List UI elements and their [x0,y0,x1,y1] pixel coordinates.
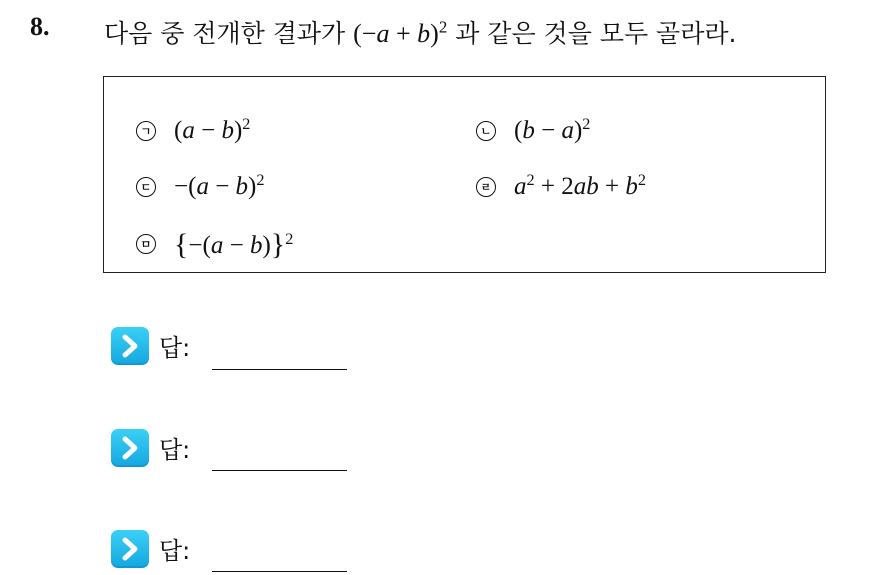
choice-expression-4: $a^2 + 2ab + b^2$ [514,171,646,200]
chevron-right-icon [111,327,149,365]
choice-1 [136,117,250,145]
choice-expression-5: $\{-(a - b)\}^2$ [174,228,294,261]
choice-expression-1: $(a - b)^2$ [174,115,251,144]
choice-2 [476,117,590,145]
answer-row-3 [111,530,190,568]
answer-blank-1[interactable] [212,369,347,370]
choice-marker-1: ㄱ [136,121,156,141]
answer-blank-2[interactable] [212,470,347,471]
chevron-right-icon [111,530,149,568]
choice-3 [136,173,265,201]
answer-label: 답: [159,537,191,565]
choice-marker-5: ㅁ [136,234,156,254]
choice-marker-4: ㄹ [476,177,496,197]
answer-label: 답: [159,334,191,362]
answer-row-2 [111,429,190,467]
answer-row-1 [111,327,190,365]
choice-expression-2: $(b - a)^2$ [514,115,591,144]
choice-marker-3: ㄷ [136,177,156,197]
question-text-prefix: 다음 중 전개한 결과가 [104,19,354,48]
choice-5 [136,227,293,261]
answer-blank-3[interactable] [212,571,347,572]
question-expression: $(-a + b)^2$ [353,17,448,48]
choice-expression-3: $-(a - b)^2$ [174,171,265,200]
question-text [104,14,736,50]
choice-4 [476,173,646,201]
question-text-suffix: 과 같은 것을 모두 골라라. [447,19,737,48]
question-number: 8. [30,12,50,41]
choice-marker-2: ㄴ [476,121,496,141]
chevron-right-icon [111,429,149,467]
answer-label: 답: [159,436,191,464]
choices-box [103,76,826,273]
